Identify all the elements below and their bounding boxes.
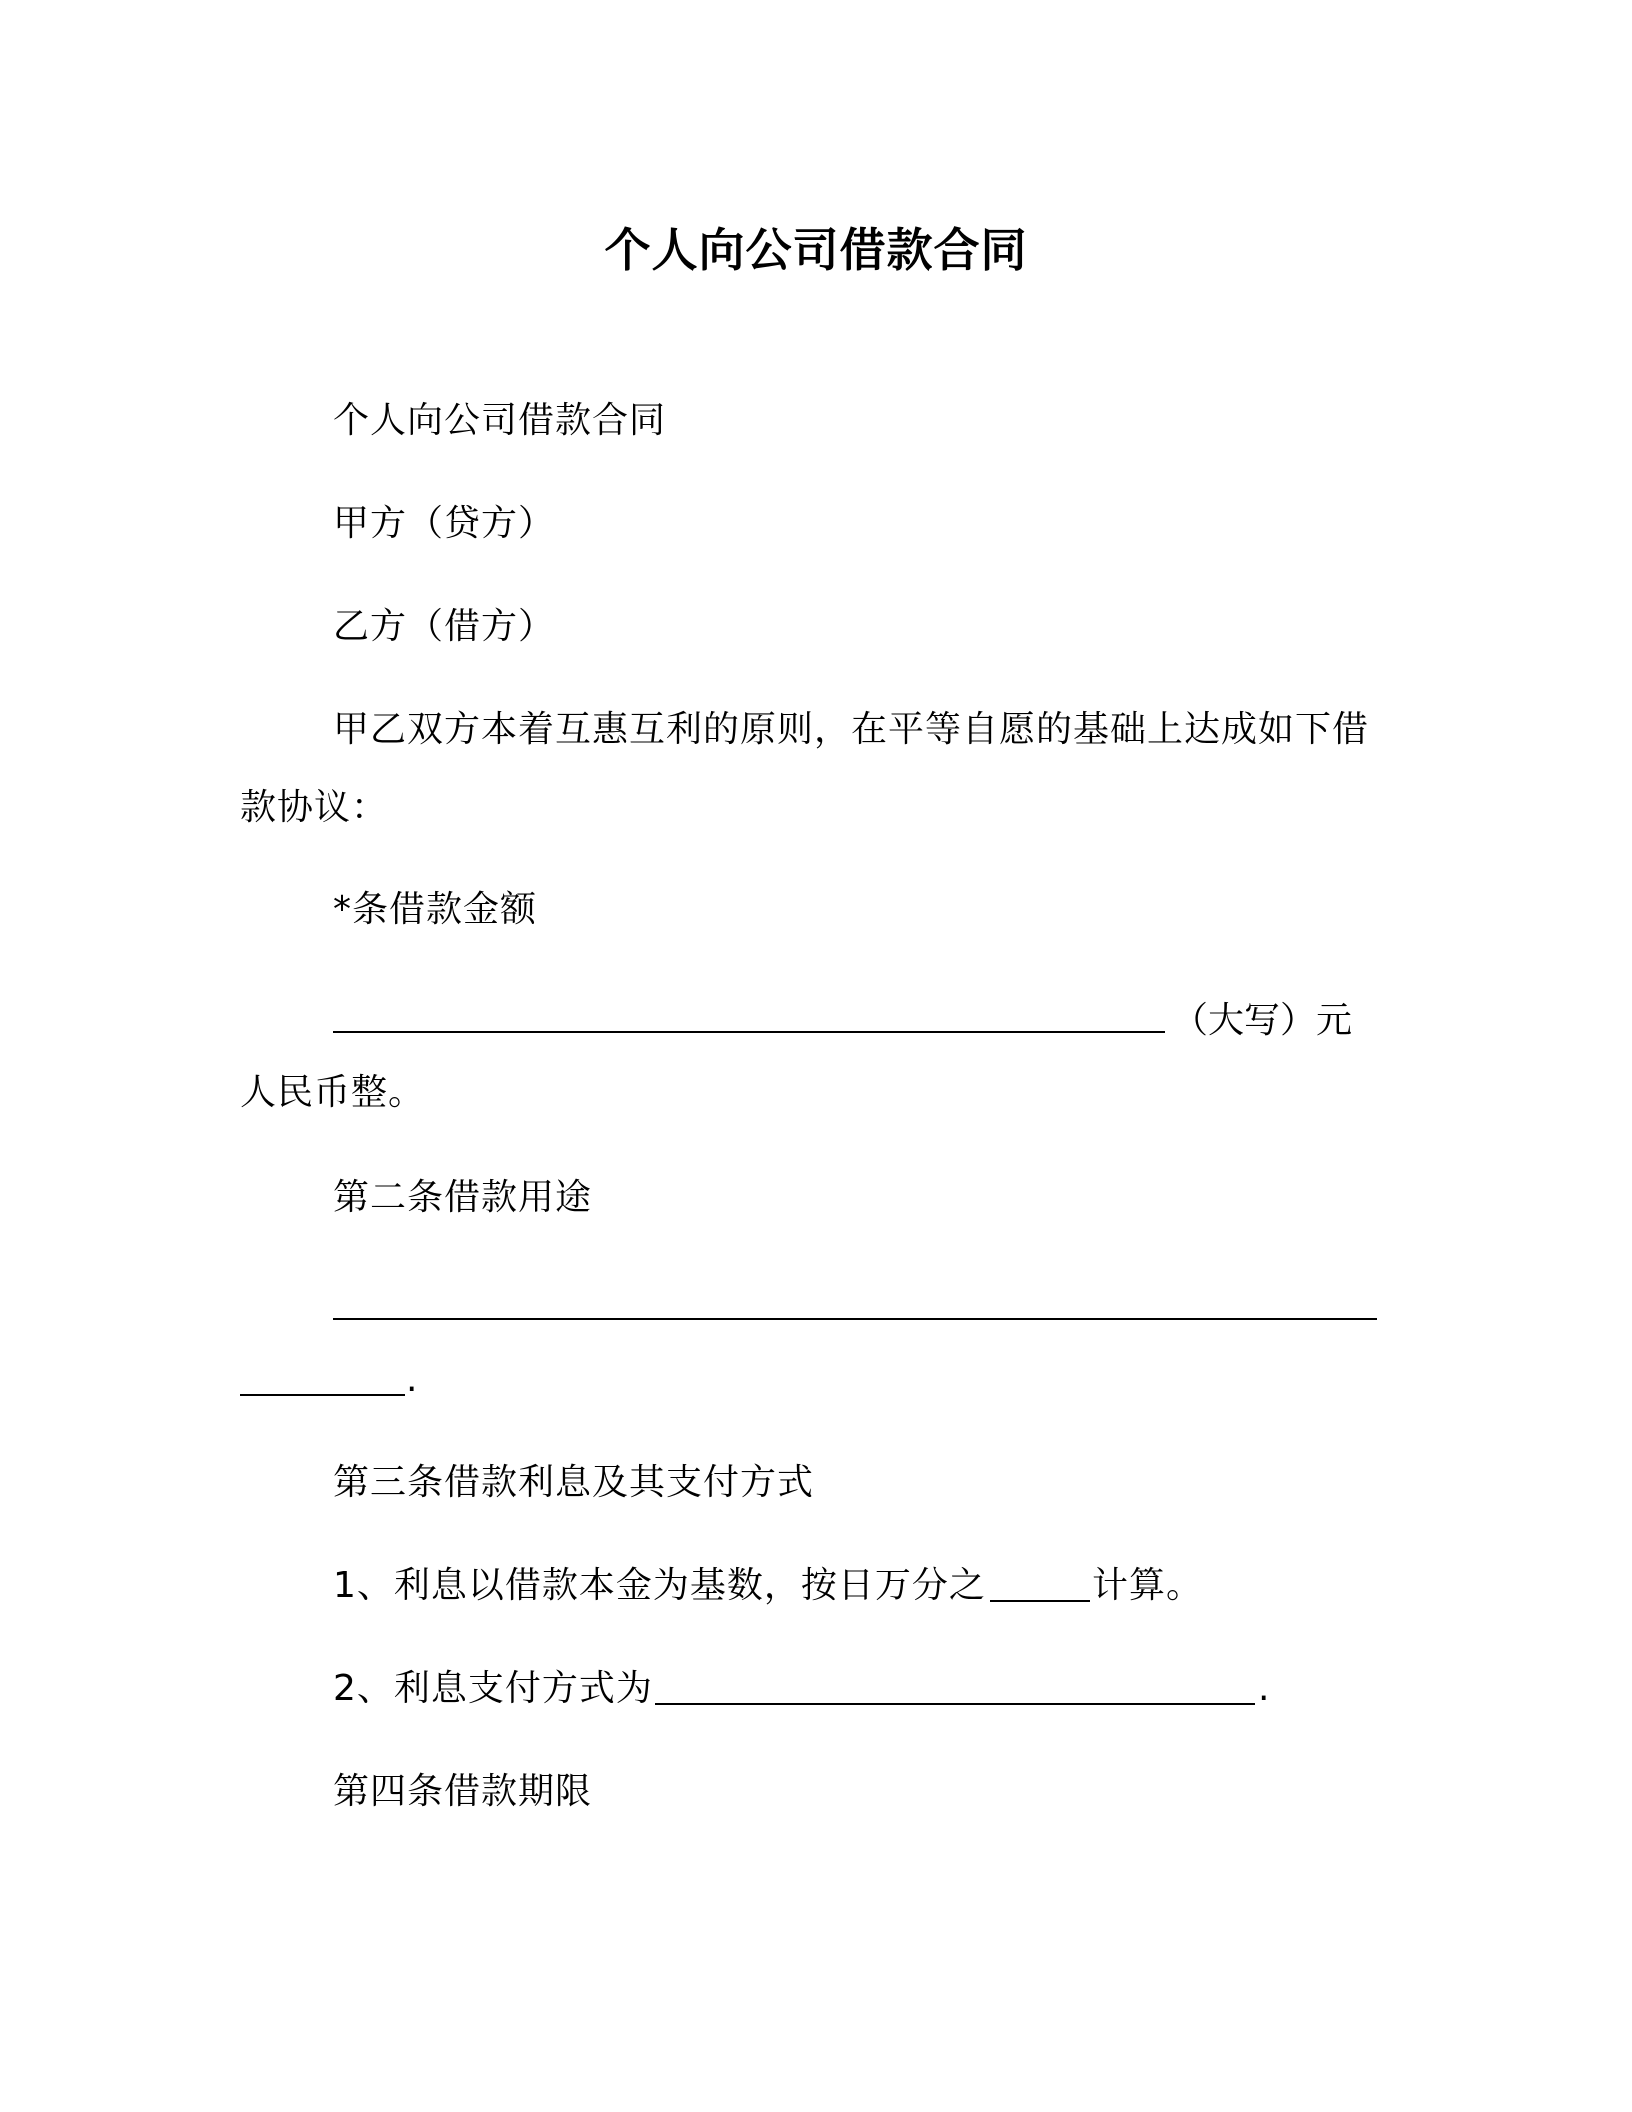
clause2-purpose-blank-line1 [333,1318,1377,1320]
clause1-amount-suffix: （大写）元 [1172,1000,1353,1041]
document-subtitle: 个人向公司借款合同 [333,400,667,441]
clause3-interest-rate-blank [990,1600,1090,1602]
clause3-item2-prefix: 2、利息支付方式为 [333,1668,653,1709]
clause3-payment-method-blank [655,1703,1255,1705]
clause1-heading: *条借款金额 [333,889,538,930]
clause1-currency-line: 人民币整。 [240,1072,426,1113]
clause2-heading: 第二条借款用途 [333,1177,593,1218]
clause4-heading: 第四条借款期限 [333,1771,593,1812]
clause2-purpose-blank-line2 [240,1394,405,1396]
clause3-item1-prefix: 1、利息以借款本金为基数，按日万分之 [333,1565,986,1606]
clause2-period: . [406,1359,418,1400]
clause3-heading: 第三条借款利息及其支付方式 [333,1462,815,1503]
clause3-item2-suffix: . [1258,1668,1270,1709]
intro-paragraph-line2: 款协议： [240,787,389,828]
document-title: 个人向公司借款合同 [604,223,1028,277]
clause3-item1-suffix: 计算。 [1092,1565,1204,1606]
party-b-label: 乙方（借方） [333,606,556,647]
party-a-label: 甲方（贷方） [333,503,556,544]
clause1-amount-blank [333,1031,1165,1033]
intro-paragraph-line1: 甲乙双方本着互惠互利的原则，在平等自愿的基础上达成如下借 [333,709,1370,750]
